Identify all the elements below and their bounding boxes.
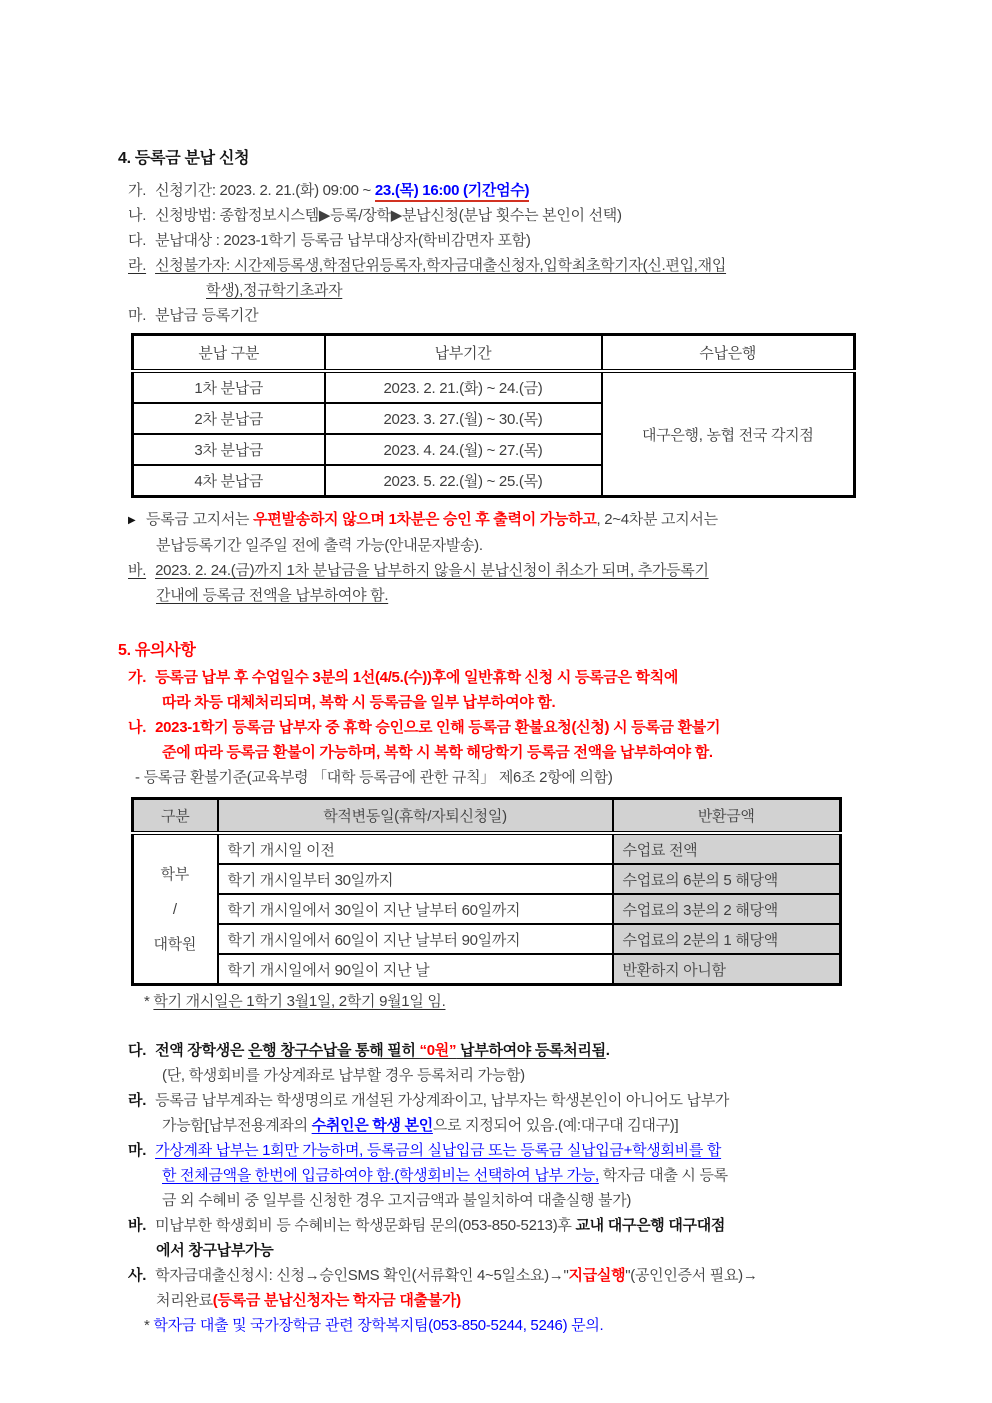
virtual-account-rest: 학자금 대출 시 등록 xyxy=(598,1167,728,1184)
table2-cell-refund: 수업료 전액 xyxy=(613,833,841,864)
account-text-line2-pre: 가능함[납부전용계좌의 xyxy=(162,1117,312,1134)
table2-cell: 학기 개시일에서 90일이 지난 날 xyxy=(218,954,613,985)
table2-cell-refund: 수업료의 3분의 2 해당액 xyxy=(613,894,841,924)
section5-item-na-line1 xyxy=(118,715,952,740)
item-label-sa5: 사. xyxy=(128,1267,147,1284)
scholarship-end: . xyxy=(605,1042,610,1059)
table1-cell: 4차 분납금 xyxy=(133,465,325,497)
section5-item-ra-line1 xyxy=(118,1088,952,1113)
section4-item-cancellation-line2 xyxy=(118,583,952,608)
section4-item-ineligible-line1 xyxy=(118,253,952,278)
table2-cell: 학기 개시일 이전 xyxy=(218,833,613,864)
triangle-bullet-icon: ▶ xyxy=(128,515,136,526)
section5-title: 5. 유의사항 xyxy=(118,642,196,659)
section5-item-na-line2: 준에 따라 등록금 환불이 가능하며, 복학 시 복학 해당학기 등록금 전액을 납부하여야 함. xyxy=(162,744,713,761)
table2-header-refund-amount: 반환금액 xyxy=(613,799,841,834)
table1-row-1 xyxy=(133,371,855,403)
ineligible-text-line2: 학생),정규학기초과자 xyxy=(206,282,343,299)
bill-notice-red: 우편발송하지 않으며 1차분은 승인 후 출력이 가능하고 xyxy=(253,511,597,528)
application-period-text: 신청기간: 2023. 2. 21.(화) 09:00 ~ xyxy=(155,182,375,199)
group-undergraduate: 학부 xyxy=(160,865,189,883)
recipient-emphasis: 수취인은 학생 본인 xyxy=(311,1117,433,1134)
item-label-ba: 바. xyxy=(128,562,147,579)
item-label-ma5: 마. xyxy=(128,1142,147,1159)
scholarship-underline1: 은행 창구수납을 통해 필히 xyxy=(247,1042,420,1059)
table2-row-2 xyxy=(133,864,841,894)
section5-item-sa-line1 xyxy=(118,1263,952,1288)
item-label-ba5: 바. xyxy=(128,1217,147,1234)
loan-restriction-emphasis: (등록금 분납신청자는 학자금 대출불가) xyxy=(212,1292,461,1309)
item-label-da: 다. xyxy=(128,232,147,249)
table2-header-row xyxy=(133,799,841,834)
scholarship-underline2: 납부하여야 등록처리됨 xyxy=(456,1042,606,1059)
loan-process-pre: 학자금대출신청시: 신청→승인SMS 확인(서류확인 4~5일소요)→" xyxy=(155,1267,569,1284)
bank-branch-emphasis: 교내 대구은행 대구대점 xyxy=(575,1217,726,1234)
table1-cell: 2023. 3. 27.(월) ~ 30.(목) xyxy=(325,403,602,434)
section4-item-application-method xyxy=(118,203,952,228)
cancellation-text-line1: 2023. 2. 24.(금)까지 1차 분납금을 납부하지 않을시 분납신청이 취소가 되며, 추가등록기 xyxy=(155,562,709,579)
bill-notice-line2: 분납등록기간 일주일 전에 출력 가능(안내문자발송). xyxy=(156,537,483,554)
application-method-text: 신청방법: 종합정보시스템▶등록/장학▶분납신청(분납 횟수는 본인이 선택) xyxy=(155,207,622,224)
section4-title: 4. 등록금 분납 신청 xyxy=(118,150,250,167)
section5-item-ra-line2 xyxy=(118,1113,952,1138)
section5-item-ba-line2 xyxy=(118,1238,952,1263)
section4-item-cancellation-line1 xyxy=(118,558,952,583)
counter-payment-emphasis: 에서 창구납부가능 xyxy=(156,1242,274,1259)
section5-item-ga-line1 xyxy=(118,665,952,690)
table1-header-row xyxy=(133,335,855,372)
leave-notice-line1: 등록금 납부 후 수업일수 3분의 1선(4/5.(수))후에 일반휴학 신청 시 등록금은 학칙에 xyxy=(155,669,679,686)
table2-cell: 학기 개시일부터 30일까지 xyxy=(218,864,613,894)
item-label-ga5: 가. xyxy=(128,669,147,686)
virtual-account-underline1: 가상계좌 납부는 1회만 가능하며, 등록금의 실납입금 또는 등록금 실납입금+학생회비를 합 xyxy=(155,1142,722,1159)
bill-notice-pre: 등록금 고지서는 xyxy=(146,511,254,528)
installment-schedule-table xyxy=(131,333,856,498)
table2-row-3 xyxy=(133,894,841,924)
table2-cell: 학기 개시일에서 30일이 지난 날부터 60일까지 xyxy=(218,894,613,924)
cancellation-text-line2: 간내에 등록금 전액을 납부하여야 함. xyxy=(156,587,389,604)
table1-cell: 2023. 4. 24.(월) ~ 27.(목) xyxy=(325,434,602,465)
bill-notice-post: , 2~4차분 고지서는 xyxy=(596,511,718,528)
loan-process-complete: 처리완료 xyxy=(156,1292,213,1309)
zero-won-emphasis: “0원” xyxy=(419,1042,457,1059)
item-label-ra: 라. xyxy=(128,257,147,274)
table1-header-bank: 수납은행 xyxy=(602,335,855,372)
section5-item-ga-line2: 따라 차등 대체처리되며, 복학 시 등록금을 일부 납부하여야 함. xyxy=(162,694,556,711)
refund-standard-table xyxy=(131,797,842,986)
table2-header-change-date: 학적변동일(휴학/자퇴신청일) xyxy=(218,799,613,834)
item-label-na: 나. xyxy=(128,207,147,224)
table1-bank-cell: 대구은행, 농협 전국 각지점 xyxy=(602,371,855,497)
loan-process-mid: "(공인인증서 필요)→ xyxy=(625,1267,758,1284)
section4-item-eligibility xyxy=(118,228,952,253)
table1-header-payment-period: 납부기간 xyxy=(325,335,602,372)
section5-item-ba-line1 xyxy=(118,1213,952,1238)
account-text-line2-post: 으로 지정되어 있음.(예:대구대 김대구)] xyxy=(432,1117,679,1134)
table2-header-division: 구분 xyxy=(133,799,218,834)
refund-notice-line1: 2023-1학기 등록금 납부자 중 휴학 승인으로 인해 등록금 환불요청(신청) 시 등록금 환불기 xyxy=(155,719,721,736)
section5-item-ma-line2 xyxy=(118,1163,952,1188)
section4-item-registration-period xyxy=(118,303,952,328)
contact-text: 학자금 대출 및 국가장학금 관련 장학복지팀(053-850-5244, 5246) 문의. xyxy=(153,1317,604,1334)
section4-item-application-period xyxy=(118,178,952,203)
account-text-line1: 등록금 납부계좌는 학생명의로 개설된 가상계좌이고, 납부자는 학생본인이 아니어도 납부가 xyxy=(155,1092,730,1109)
contact-star: * xyxy=(144,1317,150,1334)
section5-item-da-sub: (단, 학생회비를 가상계좌로 납부할 경우 등록처리 가능함) xyxy=(162,1067,525,1084)
section5-item-sa-line2 xyxy=(118,1288,952,1313)
footnote-star: * xyxy=(144,993,150,1010)
payment-execution-emphasis: 지급실행 xyxy=(568,1267,626,1284)
scholarship-pre: 전액 장학생은 xyxy=(155,1042,248,1059)
registration-period-text: 분납금 등록기간 xyxy=(155,307,259,324)
item-label-ra5: 라. xyxy=(128,1092,147,1109)
table1-cell: 2023. 5. 22.(월) ~ 25.(목) xyxy=(325,465,602,497)
eligibility-text: 분납대상 : 2023-1학기 등록금 납부대상자(학비감면자 포함) xyxy=(155,232,531,249)
table2-cell: 학기 개시일에서 60일이 지난 날부터 90일까지 xyxy=(218,924,613,954)
ineligible-text-line1: 신청불가자: 시간제등록생,학점단위등록자,학자금대출신청자,입학최초학기자(신.편입,재입 xyxy=(155,257,727,274)
table1-cell: 1차 분납금 xyxy=(133,371,325,403)
unpaid-fee-pre: 미납부한 학생회비 등 수혜비는 학생문화팀 문의(053-850-5213)후 xyxy=(155,1217,576,1234)
group-graduate: 대학원 xyxy=(153,935,197,953)
table2-cell-refund: 수업료의 2분의 1 해당액 xyxy=(613,924,841,954)
table2-cell-refund: 반환하지 아니함 xyxy=(613,954,841,985)
section5-item-da xyxy=(118,1038,952,1063)
table1-header-division: 분납 구분 xyxy=(133,335,325,372)
loan-contact-note xyxy=(118,1313,952,1338)
table2-row-1 xyxy=(133,833,841,864)
table1-cell: 3차 분납금 xyxy=(133,434,325,465)
deadline-emphasis: 23.(목) 16:00 (기간엄수) xyxy=(375,182,529,202)
table2-row-4 xyxy=(133,924,841,954)
item-label-ma: 마. xyxy=(128,307,147,324)
group-slash: / xyxy=(172,900,177,918)
section4-item-ineligible-line2 xyxy=(118,278,952,303)
bill-notice-line1 xyxy=(118,507,952,533)
section5-item-ma-line3: 금 외 수혜비 중 일부를 신청한 경우 고지금액과 불일치하여 대출실행 불가) xyxy=(162,1192,632,1209)
refund-standard-note: - 등록금 환불기준(교육부령 「대학 등록금에 관한 규칙」 제6조 2항에 의함) xyxy=(135,769,613,786)
table2-cell-refund: 수업료의 6분의 5 해당액 xyxy=(613,864,841,894)
table2-row-5 xyxy=(133,954,841,985)
item-label-da5: 다. xyxy=(128,1042,147,1059)
section5-item-ma-line1 xyxy=(118,1138,952,1163)
item-label-na5: 나. xyxy=(128,719,147,736)
virtual-account-underline2: 한 전체금액을 한번에 입금하여야 함.(학생회비는 선택하여 납부 가능, xyxy=(162,1167,599,1184)
item-label-ga: 가. xyxy=(128,182,147,199)
table1-cell: 2차 분납금 xyxy=(133,403,325,434)
footnote-text: 학기 개시일은 1학기 3월1일, 2학기 9월1일 임. xyxy=(153,993,446,1010)
table1-cell: 2023. 2. 21.(화) ~ 24.(금) xyxy=(325,371,602,403)
table2-group-cell xyxy=(133,833,218,985)
semester-start-footnote xyxy=(118,989,952,1014)
